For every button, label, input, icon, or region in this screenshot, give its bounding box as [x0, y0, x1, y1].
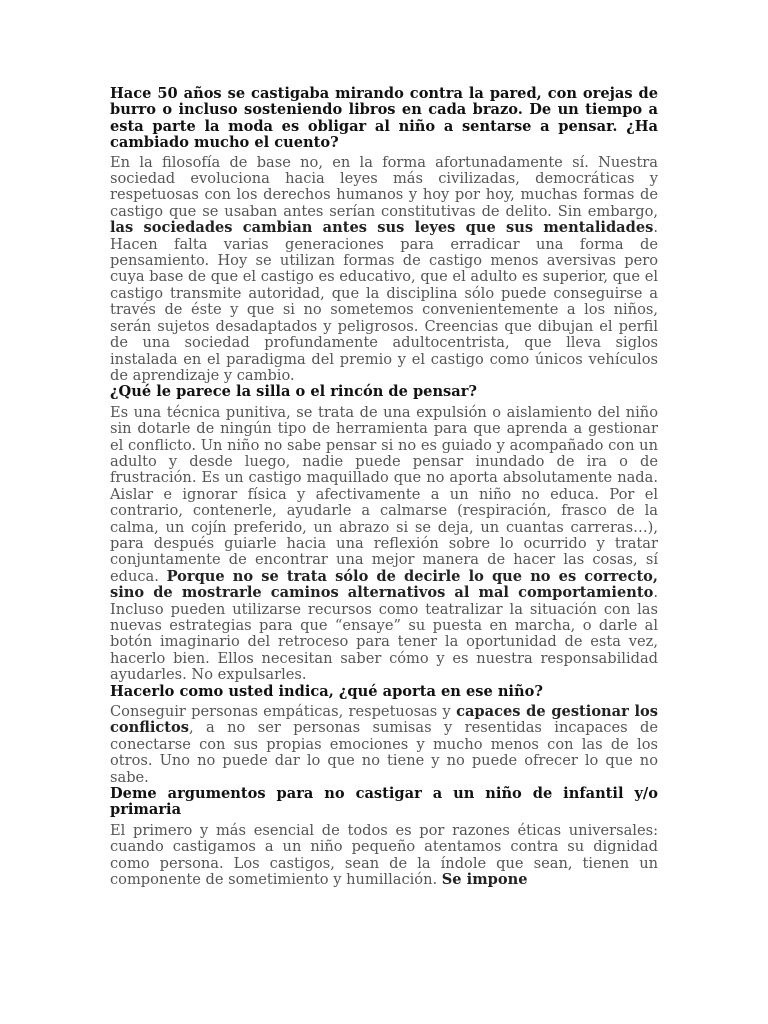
- question-4: Deme argumentos para no castigar a un niño de infantil y/o primaria: [110, 785, 658, 819]
- answer-1: [110, 155, 658, 385]
- answer-4-text-a: El primero y más esencial de todos es por razones éticas universales: cuando castigamos a un niño pequeño atentamos contra su dignidad como persona. Los castigos, sean de la índole que sean, tienen un componente de sometimiento y humillación.: [110, 821, 658, 889]
- answer-2-highlight: Porque no se trata sólo de decirle lo que no es correcto, sino de mostrarle caminos alternativos al mal comportamiento: [110, 567, 659, 602]
- answer-4: [110, 823, 658, 889]
- answer-2-text-a: Es una técnica punitiva, se trata de una expulsión o aislamiento del niño sin dotarle de ningún tipo de herramienta para que aprenda a gestionar el conflicto. Un niño no sabe pensar si no es guiado y acompañado con un adulto y desde luego, nadie puede pensar inundado de ira o de frustración. Es un castigo maquillado que no aporta absolutamente nada. Aislar e ignorar física y afectivamente a un niño no educa. Por el contrario, contenerle, ayudarle a calmarse (respiración, frasco de la calma, un cojín preferido, un abrazo si se deja, un cuantas carreras…), para después guiarle hacia una reflexión sobre lo ocurrido y tratar conjuntamente de encontrar una mejor manera de hacer las cosas, sí educa.: [110, 403, 658, 585]
- article-body: [110, 86, 658, 889]
- answer-1-text-a: En la filosofía de base no, en la forma afortunadamente sí. Nuestra sociedad evoluciona hacia leyes más civilizadas, democráticas y respetuosas con los derechos humanos y hoy por hoy, muchas formas de castigo que se usaban antes serían constitutivas de delito. Sin embargo,: [110, 153, 658, 220]
- question-3: Hacerlo como usted indica, ¿qué aporta en ese niño?: [110, 682, 543, 700]
- question-2: ¿Qué le parece la silla o el rincón de pensar?: [110, 383, 477, 401]
- answer-1-highlight: las sociedades cambian antes sus leyes que sus mentalidades: [110, 219, 654, 237]
- answer-3-highlight: capaces de gestionar los conflictos: [110, 703, 658, 737]
- answer-2-text-b: . Incluso pueden utilizarse recursos como teatralizar la situación con las nuevas estrategias para que “ensaye” su puesta en marcha, o darle al botón imaginario del retroceso para tener la oportunidad de esta vez, hacerlo bien. Ellos necesitan saber cómo y es nuestra responsabilidad ayudarles. No expulsarles.: [110, 584, 658, 684]
- answer-3-text-a: Conseguir personas empáticas, respetuosas y: [110, 703, 457, 721]
- answer-3: [110, 704, 658, 786]
- question-1: Hace 50 años se castigaba mirando contra la pared, con orejas de burro o incluso sosteniendo libros en cada brazo. De un tiempo a esta parte la moda es obligar al niño a sentarse a pensar. ¿Ha cambiado mucho el cuento?: [110, 85, 658, 152]
- answer-3-text-b: , a no ser personas sumisas y resentidas incapaces de conectarse con sus propias emociones y mucho menos con las de los otros. Uno no puede dar lo que no tiene y no puede ofrecer lo que no sabe.: [110, 719, 658, 786]
- answer-1-text-b: . Hacen falta varias generaciones para erradicar una forma de pensamiento. Hoy se utilizan formas de castigo menos aversivas pero cuya base de que el castigo es educativo, que el adulto es superior, que el castigo transmite autoridad, que la disciplina sólo puede conseguirse a través de éste y que si no sometemos convenientemente a los niños, serán sujetos desadaptados y peligrosos. Creencias que dibujan el perfil de una sociedad profundamente adultocentrista, que lleva siglos instalada en el paradigma del premio y el castigo como únicos vehículos de aprendizaje y cambio.: [110, 219, 658, 384]
- answer-2: [110, 405, 658, 684]
- answer-4-highlight: Se impone: [441, 871, 528, 889]
